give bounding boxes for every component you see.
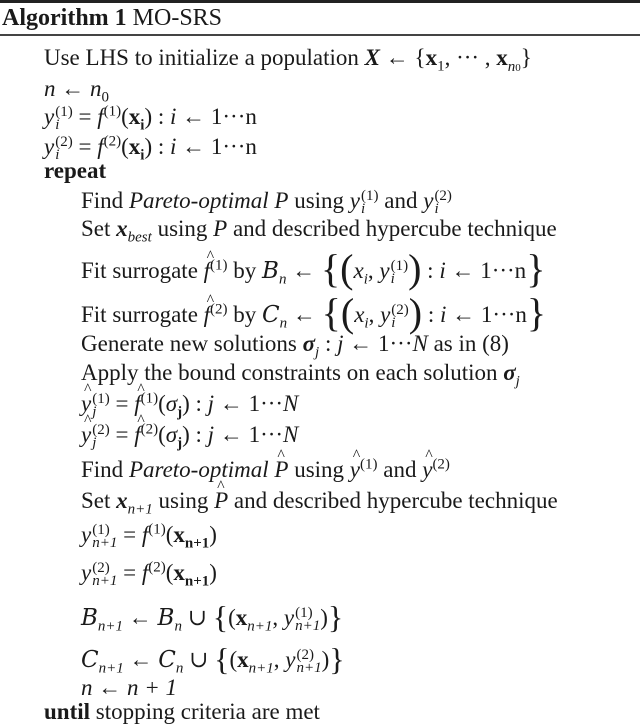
line-apply-constraints <box>81 360 520 390</box>
brace: { <box>414 45 426 70</box>
brace: { <box>212 599 229 635</box>
math-fhat: ^ f <box>204 302 210 328</box>
sub: n+1 <box>98 660 124 677</box>
eq: = <box>115 422 129 447</box>
math-expr: n + 1 <box>127 675 178 700</box>
text: and described hypercube technique <box>228 488 558 513</box>
paren: ( <box>228 605 236 630</box>
paren: ( <box>340 290 355 335</box>
colon: : <box>152 134 170 159</box>
sub: n <box>278 271 287 288</box>
math-x: x <box>116 488 128 513</box>
math-sigma: σ <box>165 422 178 447</box>
comma: , <box>272 605 284 630</box>
sub: i <box>55 146 60 163</box>
algorithm-caption <box>2 4 222 32</box>
brace: { <box>320 246 341 291</box>
text: Fit surrogate <box>81 258 204 283</box>
math-i: i <box>170 104 177 129</box>
eq: = <box>123 560 137 585</box>
sub: j <box>515 373 520 390</box>
math-Phat: ^ P <box>214 488 228 514</box>
math-f: f <box>141 522 149 547</box>
math-x: x <box>354 302 365 327</box>
sub: n <box>174 618 182 635</box>
sub: n+1 <box>248 660 274 677</box>
math-x: x <box>425 45 438 70</box>
arrow: ← <box>349 331 373 356</box>
arrow: ← <box>385 45 409 70</box>
arrow: ← <box>292 302 316 327</box>
algorithm-name: MO-SRS <box>132 5 223 31</box>
sup: (1) <box>103 103 122 120</box>
comma: , <box>368 302 381 327</box>
arrow: ← <box>292 258 316 283</box>
line-set-xbest <box>81 216 557 246</box>
math-n: n <box>81 675 93 700</box>
num: 1 <box>378 331 390 356</box>
eq: = <box>123 522 137 547</box>
math-yhat: ^ y <box>81 391 91 417</box>
math-sigma: σ <box>165 391 178 416</box>
math-x: x <box>173 560 185 585</box>
paren: ( <box>121 104 129 129</box>
arrow: ← <box>182 104 206 129</box>
paren: ( <box>165 560 174 585</box>
line-increment-n <box>81 675 177 701</box>
colon: : <box>189 422 208 447</box>
math-f: f <box>97 104 104 129</box>
line-y1-eval <box>44 104 257 132</box>
sub: i <box>390 270 395 287</box>
math-y: y <box>349 188 360 213</box>
text: using <box>151 216 214 241</box>
math-n: n <box>90 76 102 101</box>
math-Phat: ^ P <box>274 457 288 483</box>
sup: (2) <box>92 421 110 438</box>
sub: n <box>175 660 184 677</box>
sup: (1) <box>55 103 73 120</box>
line-find-pareto-hat <box>81 457 450 483</box>
math-x: x <box>173 522 185 547</box>
sup: (2) <box>148 559 166 576</box>
math-y: y <box>379 258 390 283</box>
sup: (1) <box>140 390 159 407</box>
text: using <box>288 457 350 482</box>
math-j: j <box>337 331 344 356</box>
arrow: ← <box>219 391 243 416</box>
arrow: ← <box>98 675 122 700</box>
sup: (1) <box>92 390 110 407</box>
sub-n: n <box>507 58 516 75</box>
arrow: ← <box>182 134 206 159</box>
colon: : <box>422 302 441 327</box>
sub: i <box>55 116 60 133</box>
sub: 1 <box>437 58 445 75</box>
colon: : <box>189 391 208 416</box>
sup: (2) <box>391 301 409 318</box>
paren: ( <box>158 422 166 447</box>
num: 1 <box>248 422 261 447</box>
math-y: y <box>283 605 295 630</box>
eq: = <box>78 104 92 129</box>
math-i: i <box>439 258 446 283</box>
range: 1···n <box>480 302 527 327</box>
sub: best <box>127 229 152 246</box>
paren: ) <box>182 422 190 447</box>
math-y: y <box>81 560 92 585</box>
comma: , <box>367 258 380 283</box>
eq: = <box>78 134 92 159</box>
math-B: B <box>81 605 98 631</box>
math-y: y <box>380 302 391 327</box>
text: Set <box>81 216 117 241</box>
math-P: P <box>213 216 228 241</box>
math-X: X <box>364 45 381 70</box>
line-fit-surrogate-1 <box>81 246 546 291</box>
arrow: ← <box>452 302 476 327</box>
sup: (1) <box>210 257 228 274</box>
math-x: x <box>235 605 248 630</box>
brace: } <box>526 290 547 335</box>
text-italic: Pareto-optimal <box>128 188 269 213</box>
colon: : <box>319 331 338 356</box>
brace: } <box>327 599 344 635</box>
brace: } <box>520 45 532 70</box>
sub: j <box>177 435 183 452</box>
paren: ) <box>320 605 328 630</box>
line-yhat1-eval: ^ y (1) j = ^ $f^{(1)}(\sigma_j)$ : j ← 1···N <box>81 391 298 419</box>
math-j: j <box>207 391 215 416</box>
sub: i <box>140 147 145 164</box>
text: stopping criteria are met <box>90 699 320 724</box>
sup: (2) <box>92 559 110 576</box>
brace: } <box>526 246 546 291</box>
text: Use LHS to initialize a population <box>44 45 365 70</box>
math-x: x <box>496 45 508 70</box>
math-y: y <box>285 647 296 672</box>
brace: } <box>329 641 345 677</box>
text: Find <box>81 457 129 482</box>
line-n-init <box>44 76 109 106</box>
line-update-C <box>81 641 345 677</box>
paren: ( <box>340 246 354 291</box>
paren: ) <box>408 246 422 291</box>
text: by <box>227 302 263 327</box>
sup: (2) <box>103 133 122 150</box>
text: using <box>288 188 350 213</box>
math-C: C <box>262 302 280 328</box>
algorithm-label: Algorithm 1 <box>2 5 127 31</box>
sup: (1) <box>361 187 379 204</box>
sup: (1) <box>92 521 110 538</box>
sup: (2) <box>140 421 159 438</box>
math-x: x <box>237 647 249 672</box>
sub: n+1 <box>296 659 322 676</box>
math-C: C <box>81 647 99 673</box>
sub: n+1 <box>295 617 321 634</box>
sup: (1) <box>148 521 166 538</box>
paren: ) <box>209 560 217 585</box>
paren: ) <box>321 647 330 672</box>
line-find-pareto <box>81 188 452 216</box>
sub: n+1 <box>92 534 118 551</box>
line-fit-surrogate-2 <box>81 290 547 335</box>
colon: : <box>152 104 170 129</box>
text: and described hypercube technique <box>227 216 557 241</box>
text: as in (8) <box>427 331 509 356</box>
comma: , <box>273 647 286 672</box>
math-y: y <box>423 188 434 213</box>
paren: ) <box>144 104 153 129</box>
math-y: y <box>44 134 55 159</box>
sub: n <box>279 315 288 332</box>
math-f: f <box>97 134 104 159</box>
arrow: ← <box>451 258 475 283</box>
sup: (2) <box>432 456 450 473</box>
text: Generate new solutions <box>81 331 303 356</box>
sub: n+1 <box>127 501 153 518</box>
math-x: x <box>128 104 141 129</box>
brace: { <box>214 641 230 677</box>
sub-0: 0 <box>515 61 521 74</box>
math-n: n <box>44 76 56 101</box>
math-fhat: ^ f <box>204 258 210 284</box>
sub: i <box>434 200 439 217</box>
line-ynext2-eval <box>81 560 217 588</box>
text: by <box>227 258 263 283</box>
num: 1 <box>248 391 261 416</box>
math-i: i <box>170 134 177 159</box>
paren: ) <box>182 391 190 416</box>
sup: (2) <box>296 646 314 663</box>
sub: n+1 <box>184 573 210 590</box>
text: Find <box>81 188 129 213</box>
math-N: N <box>283 422 299 447</box>
line-set-xnext <box>81 488 558 518</box>
union: ∪ <box>189 647 209 672</box>
sub: j <box>92 434 97 451</box>
math-i: i <box>440 302 447 327</box>
range: 1···n <box>480 258 527 283</box>
paren: ( <box>165 522 174 547</box>
sup: (1) <box>295 604 313 621</box>
math-x: x <box>128 134 141 159</box>
sub: j <box>177 404 183 421</box>
paren: ( <box>229 647 238 672</box>
paren: ) <box>209 522 217 547</box>
sub: 0 <box>101 89 109 106</box>
top-rule <box>0 0 640 3</box>
math-C: C <box>158 647 176 673</box>
arrow: ← <box>61 76 85 101</box>
math-sigma: σ <box>503 360 516 385</box>
dots: , ··· , <box>444 45 497 70</box>
sup: (1) <box>360 456 378 473</box>
paren: ( <box>158 391 166 416</box>
sup: (2) <box>434 187 452 204</box>
caption-rule <box>0 34 640 36</box>
math-y: y <box>44 104 55 129</box>
math-yhat: ^ y <box>422 457 432 483</box>
math-B: B <box>262 258 279 284</box>
arrow: ← <box>128 605 152 630</box>
sub: i <box>361 200 366 217</box>
sup: (1) <box>390 257 409 274</box>
text: using <box>152 488 215 513</box>
sup: (2) <box>210 301 228 318</box>
text: Apply the bound constraints on each solution <box>81 360 504 385</box>
math-N: N <box>283 391 299 416</box>
sub: i <box>364 315 369 332</box>
line-update-B <box>81 599 344 635</box>
paren: ( <box>121 134 129 159</box>
line-ynext1-eval <box>81 522 217 550</box>
keyword-until: until <box>44 699 91 724</box>
union: ∪ <box>187 605 207 630</box>
math-sigma: σ <box>302 331 316 356</box>
line-yhat2-eval: ^ y (2) j = ^ $f^{(2)}(\sigma_j)$ : j ← 1···N <box>81 422 298 450</box>
sub: j <box>92 403 97 420</box>
math-N: N <box>412 331 428 356</box>
text: and <box>377 457 423 482</box>
range: 1···n <box>210 104 257 129</box>
arrow: ← <box>129 647 153 672</box>
range: 1···n <box>210 134 257 159</box>
text: Fit surrogate <box>81 302 204 327</box>
math-fhat: ^ f <box>134 422 140 448</box>
paren: ) <box>144 134 153 159</box>
sup: (2) <box>55 133 73 150</box>
math-P: P <box>274 188 289 213</box>
math-j: j <box>207 422 215 447</box>
sub: i <box>140 117 145 134</box>
sub: i <box>391 314 396 331</box>
sub: n+1 <box>92 572 118 589</box>
line-until <box>44 699 320 725</box>
line-init-population <box>44 45 532 75</box>
sub: n+1 <box>247 618 273 635</box>
math-yhat: ^ y <box>81 422 91 448</box>
math-yhat: ^ y <box>350 457 360 483</box>
math-x: x <box>116 216 128 241</box>
paren: ) <box>408 290 423 335</box>
math-x: x <box>353 258 364 283</box>
sub: n+1 <box>97 618 124 635</box>
math-y: y <box>81 522 92 547</box>
math-fhat: ^ f <box>134 391 140 417</box>
arrow: ← <box>219 422 243 447</box>
line-generate-solutions: Generate new solutions $\sigma_j$ : j ← 1···N as in (8) <box>81 331 509 361</box>
sub: i <box>363 271 368 288</box>
text-italic: Pareto-optimal <box>128 457 269 482</box>
sub: j <box>315 344 320 361</box>
keyword-repeat: repeat <box>44 158 107 183</box>
text: and <box>378 188 424 213</box>
eq: = <box>115 391 129 416</box>
text: Set <box>81 488 117 513</box>
brace: { <box>321 290 341 335</box>
math-B: B <box>157 605 175 631</box>
sub: n+1 <box>184 535 210 552</box>
colon: : <box>421 258 440 283</box>
math-f: f <box>141 560 149 585</box>
